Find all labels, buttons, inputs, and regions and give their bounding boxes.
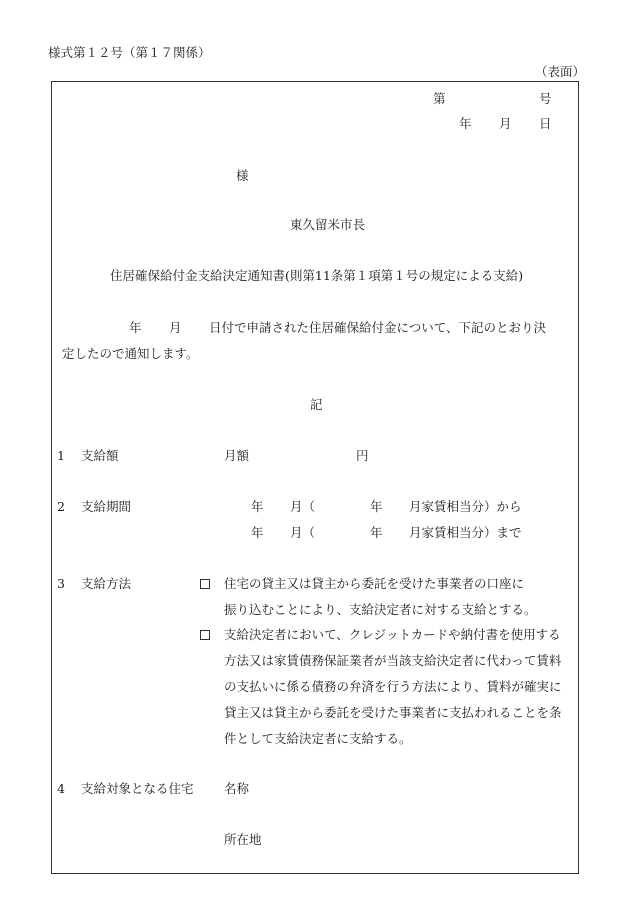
- date-day: 日: [539, 116, 552, 131]
- ki-label: 記: [310, 397, 323, 412]
- side-label: （表面）: [535, 64, 586, 79]
- period-to-year2: 年: [370, 525, 383, 540]
- period-from-rest: 月家賃相当分）から: [409, 499, 522, 514]
- body-text-line1: 日付で申請された住居確保給付金について、下記のとおり決: [209, 320, 547, 335]
- item3-label: 支給方法: [81, 576, 132, 591]
- body-month: 月: [169, 320, 182, 335]
- addressee-suffix: 様: [236, 168, 249, 183]
- period-from-month: 月（: [290, 499, 316, 514]
- form-number: 様式第１２号（第１７関係）: [48, 45, 211, 60]
- item1-label: 支給額: [81, 448, 119, 463]
- doc-number-suffix: 号: [539, 91, 552, 106]
- date-year: 年: [459, 116, 472, 131]
- item4-label: 支給対象となる住宅: [81, 781, 194, 796]
- method-option2-line4: 貸主又は貸主から委託を受けた事業者に支払われることを条: [224, 705, 562, 720]
- method-option2-checkbox[interactable]: [200, 630, 210, 640]
- method-option2-line1: 支給決定者において、クレジットカードや納付書を使用する: [224, 627, 561, 642]
- body-year: 年: [129, 320, 142, 335]
- yen-label: 円: [356, 448, 369, 463]
- period-to-rest: 月家賃相当分）まで: [409, 525, 522, 540]
- method-option1-line2: 振り込むことにより、支給決定者に対する支給とする。: [224, 602, 537, 617]
- item4-number: 4: [57, 781, 65, 796]
- monthly-amount-label: 月額: [224, 448, 250, 463]
- period-from-year: 年: [251, 499, 264, 514]
- method-option1-checkbox[interactable]: [200, 579, 210, 589]
- doc-number-prefix: 第: [433, 91, 446, 106]
- item3-number: 3: [57, 576, 65, 591]
- item1-number: 1: [57, 448, 65, 463]
- form-frame: [51, 81, 579, 874]
- method-option1-line1: 住宅の貸主又は貸主から委託を受けた事業者の口座に: [224, 576, 525, 591]
- period-from-year2: 年: [370, 499, 383, 514]
- issuer: 東久留米市長: [290, 217, 366, 232]
- item2-number: 2: [57, 499, 65, 514]
- method-option2-line5: 件として支給決定者に支給する。: [224, 731, 412, 746]
- date-month: 月: [499, 116, 512, 131]
- method-option2-line2: 方法又は家賃債務保証業者が当該支給決定者に代わって賃料: [224, 653, 562, 668]
- document-title: 住居確保給付金支給決定通知書(則第11条第１項第１号の規定による支給): [110, 268, 524, 283]
- item2-label: 支給期間: [81, 499, 132, 514]
- housing-name-label: 名称: [224, 781, 250, 796]
- period-to-month: 月（: [290, 525, 316, 540]
- method-option2-line3: の支払いに係る債務の弁済を行う方法により、賃料が確実に: [224, 679, 562, 694]
- body-text-line2: 定したので通知します。: [62, 346, 199, 361]
- period-to-year: 年: [251, 525, 264, 540]
- housing-address-label: 所在地: [224, 832, 262, 847]
